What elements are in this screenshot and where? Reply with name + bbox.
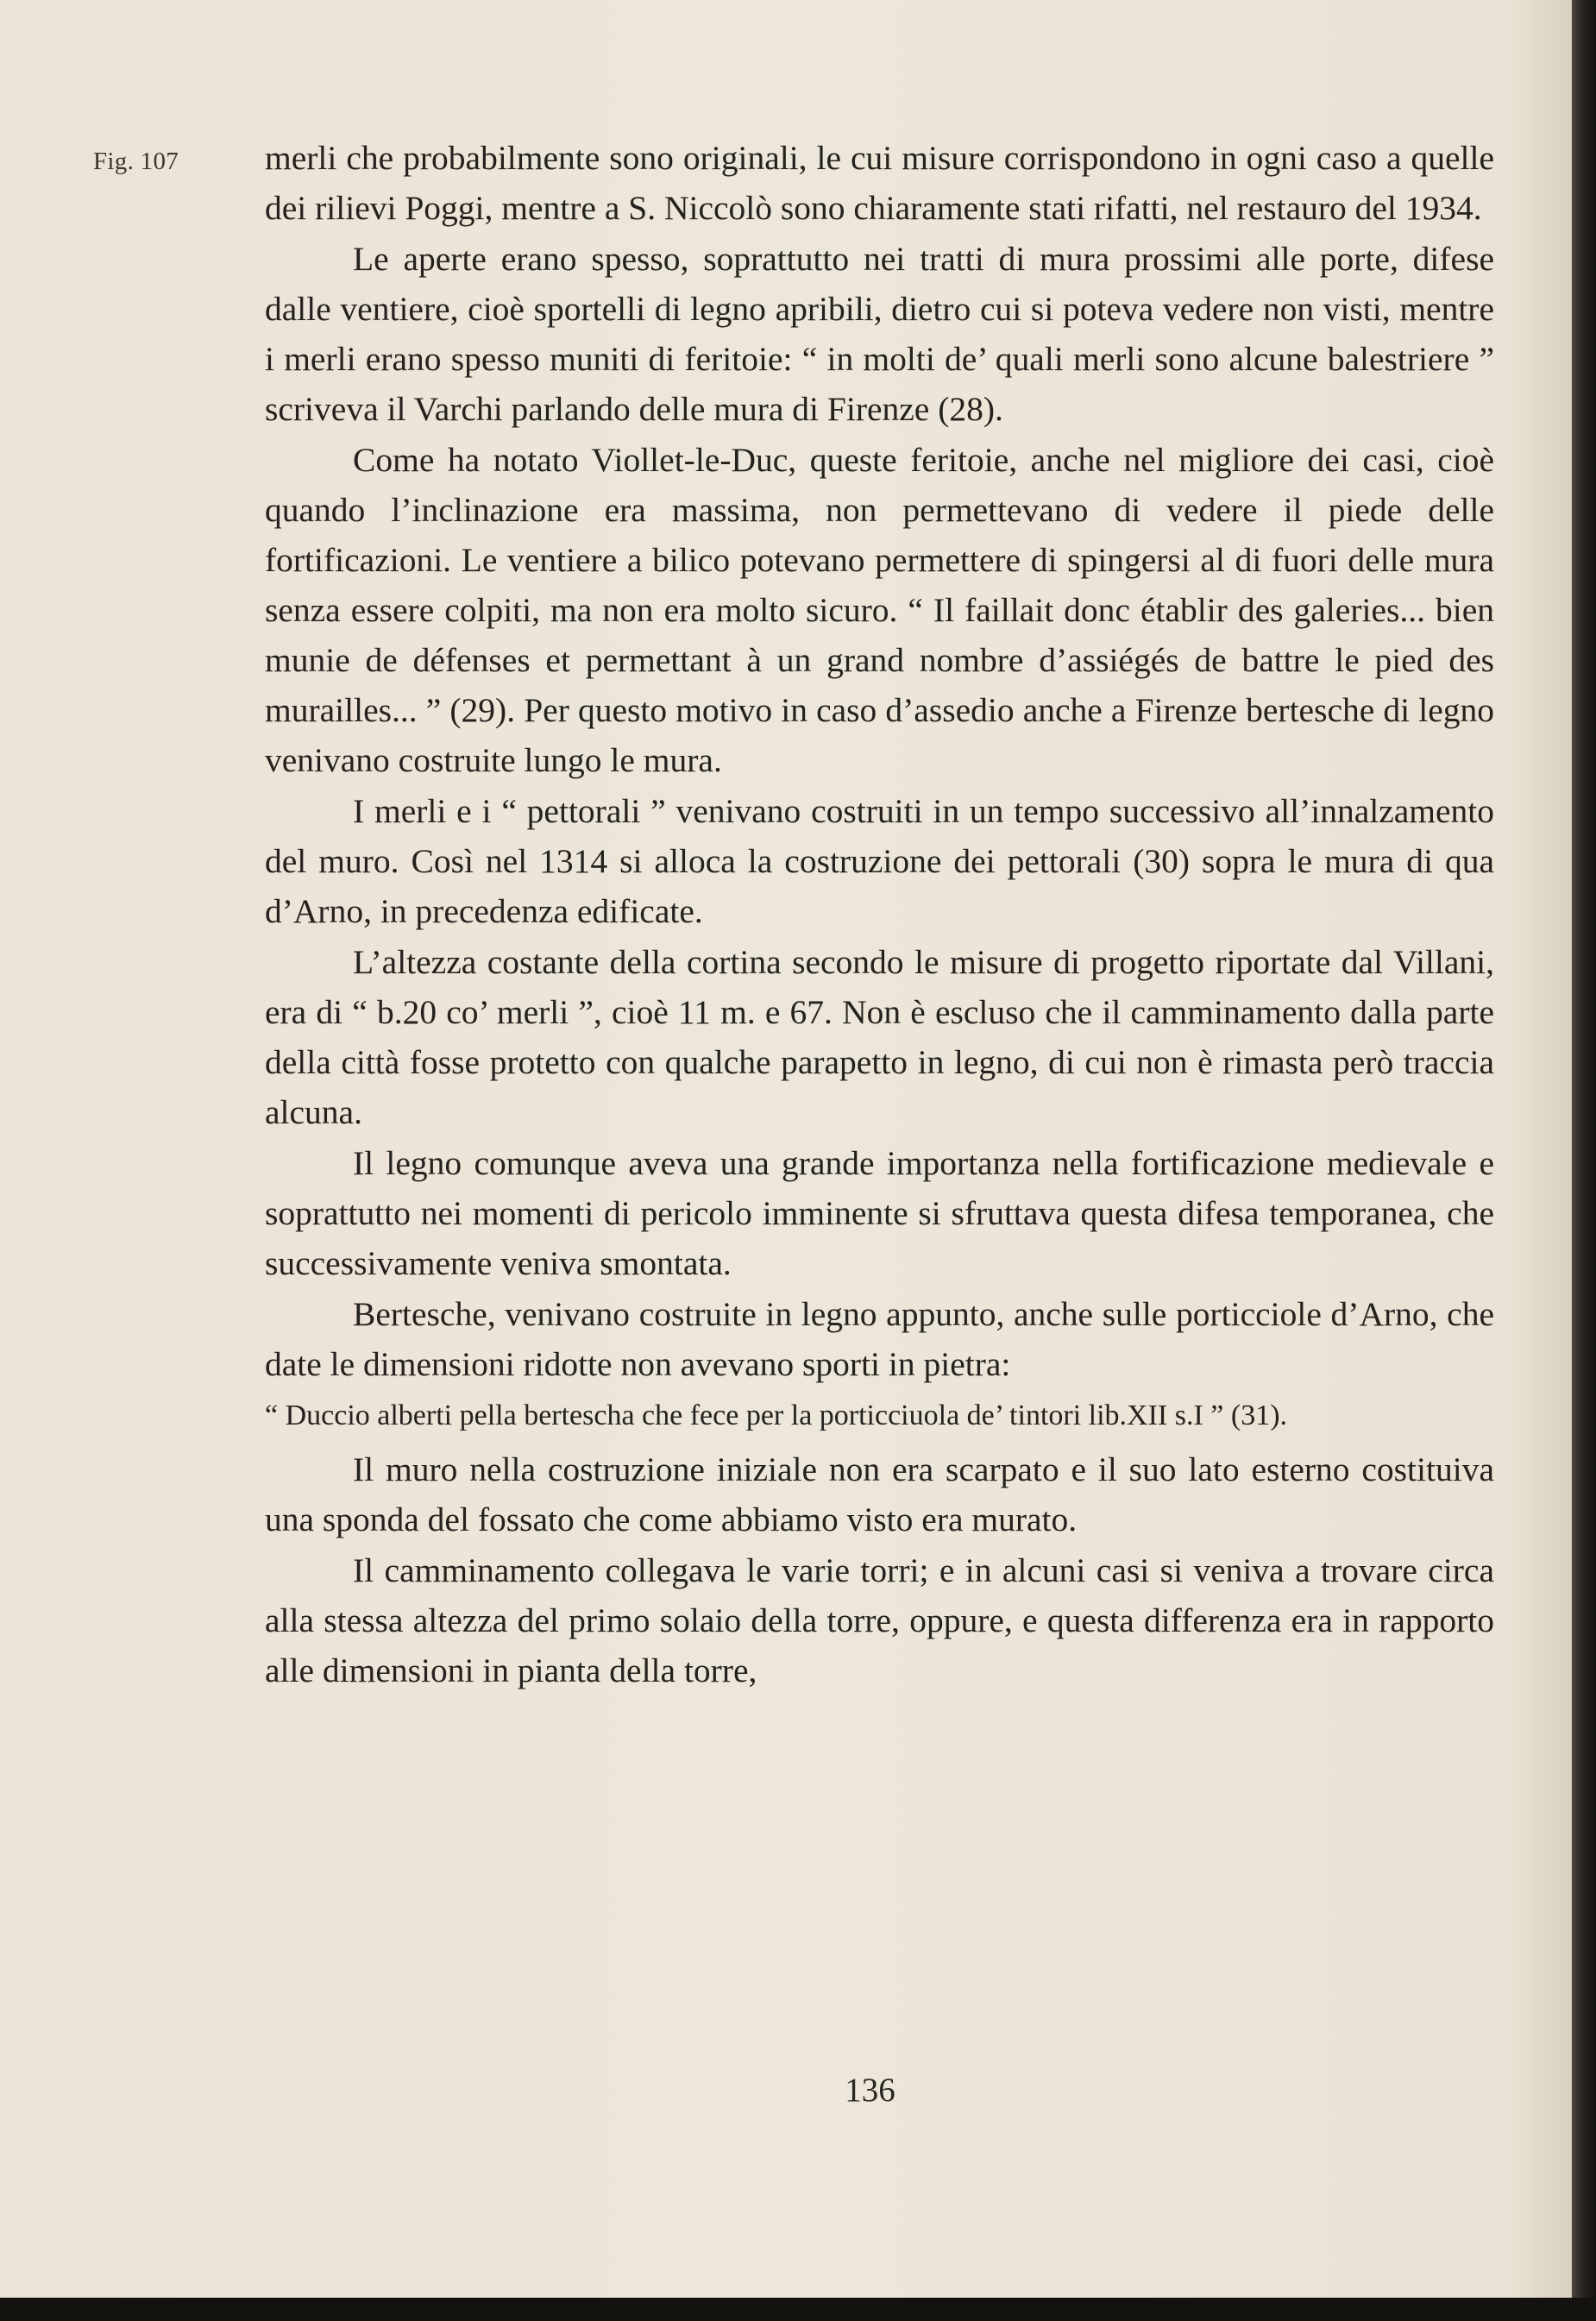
paragraph: Le aperte erano spesso, soprattutto nei tratti di mura prossimi alle porte, difese dalle ventiere, cioè sportelli di legno apribili, dietro cui si poteva vedere non visti, mentre i merli erano spesso muniti di feritoie: “ in molti de’ quali merli sono alcune balestriere ” scriveva il Varchi parlando delle mura di Firenze (28). [265,240,1494,428]
paragraph: Il legno comunque aveva una grande importanza nella fortificazione medievale e soprattutto nei momenti di pericolo imminente si sfruttava questa difesa temporanea, che successivamente veniva smontata. [265,1144,1494,1282]
paragraph: I merli e i “ pettorali ” venivano costruiti in un tempo successivo all’innalzamento del muro. Così nel 1314 si alloca la costruzione dei pettorali (30) sopra le mura di qua d’Arno, in precedenza edificate. [265,792,1494,930]
paragraph: L’altezza costante della cortina secondo le misure di progetto riportate dal Villani, era di “ b.20 co’ merli ”, cioè 11 m. e 67. Non è escluso che il camminamento dalla parte della città fosse protetto con qualche parapetto in legno, di cui non è rimasta però traccia alcuna. [265,943,1494,1131]
page-edge-shadow [1572,0,1596,2321]
figure-reference: Fig. 107 [93,148,179,175]
body-text [265,133,1494,1696]
page-number: 136 [845,2072,895,2109]
scan-border [0,2298,1596,2321]
paragraph: Il camminamento collegava le varie torri; e in alcuni casi si veniva a trovare circa alla stessa altezza del primo solaio della torre, oppure, e questa differenza era in rapporto alle dimensioni in pianta della torre, [265,1551,1494,1689]
archival-quote: “ Duccio alberti pella bertescha che fece per la porticciuola de’ tintori lib.XII s.I ” (31). [265,1400,1288,1431]
paragraph: Bertesche, venivano costruite in legno appunto, anche sulle porticciole d’Arno, che date le dimensioni ridotte non avevano sporti in pietra: [265,1295,1494,1383]
paragraph: Il muro nella costruzione iniziale non era scarpato e il suo lato esterno costituiva una sponda del fossato che come abbiamo visto era murato. [265,1450,1494,1538]
paragraph: merli che probabilmente sono originali, le cui misure corrispondono in ogni caso a quelle dei rilievi Poggi, mentre a S. Niccolò sono chiaramente stati rifatti, nel restauro del 1934. [265,139,1494,227]
paragraph: Come ha notato Viollet-le-Duc, queste feritoie, anche nel migliore dei casi, cioè quando l’inclinazione era massima, non permettevano di vedere il piede delle fortificazioni. Le ventiere a bilico potevano permettere di spingersi al di fuori delle mura senza essere colpiti, ma non era molto sicuro. “ Il faillait donc établir des galeries... bien munie de défenses et permettant à un grand nombre d’assiégés de battre le pied des murailles... ” (29). Per questo motivo in caso d’assedio anche a Firenze bertesche di legno venivano costruite lungo le mura. [265,441,1494,779]
